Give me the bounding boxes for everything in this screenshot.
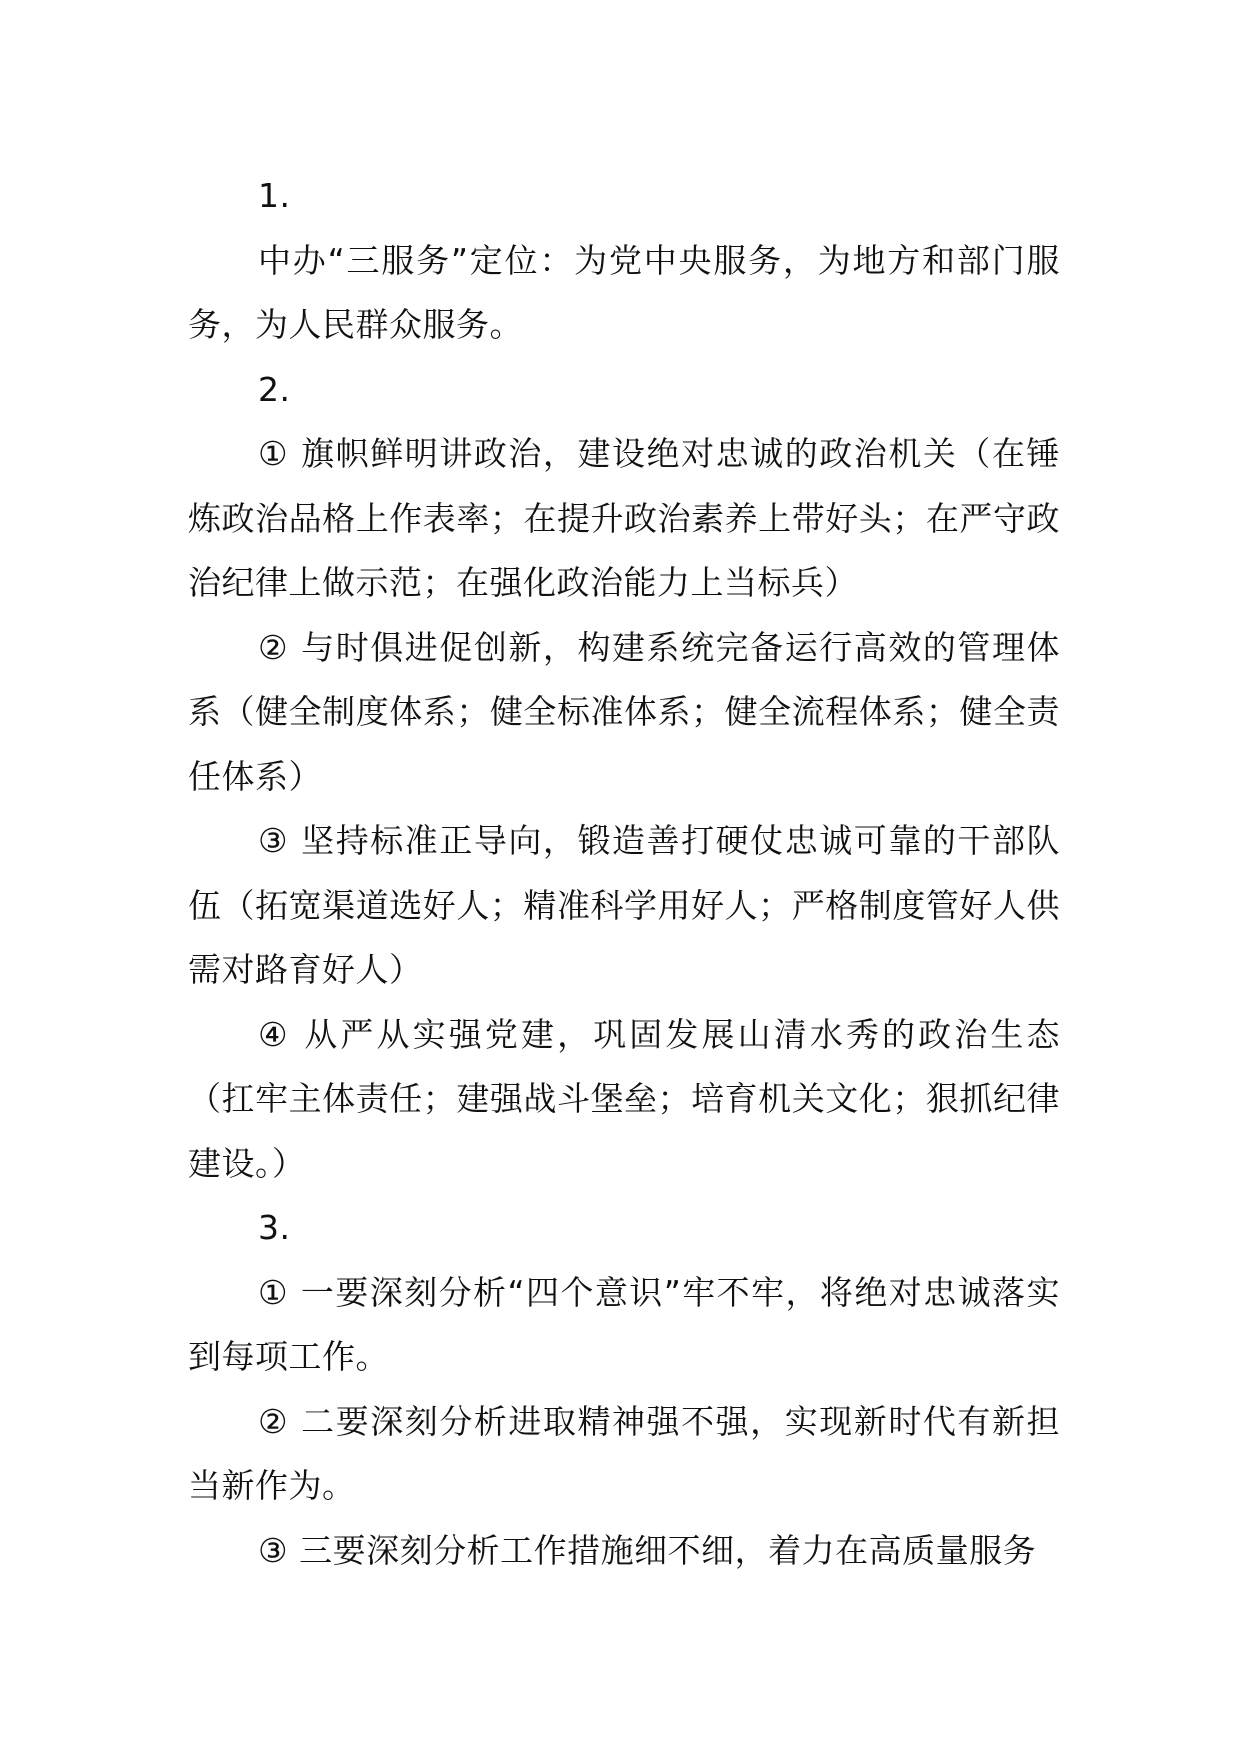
document-body xyxy=(188,164,1060,1583)
paragraph-item-cadre-team: ③ 坚持标准正导向，锻造善打硬仗忠诚可靠的干部队伍（拓宽渠道选好人；精准科学用好人；严格制度管好人供需对路育好人） xyxy=(188,821,1060,989)
paragraph-item-innovation: ② 与时俱进促创新，构建系统完备运行高效的管理体系（健全制度体系；健全标准体系；健全流程体系；健全责任体系） xyxy=(188,627,1060,796)
paragraph-item-party-building: ④ 从严从实强党建，巩固发展山清水秀的政治生态（扛牢主体责任；建强战斗堡垒；培育机关文化；狠抓纪律建设。） xyxy=(188,1014,1060,1183)
paragraph-item-politics: ① 旗帜鲜明讲政治，建设绝对忠诚的政治机关（在锤炼政治品格上作表率；在提升政治素养上带好头；在严守政治纪律上做示范；在强化政治能力上当标兵） xyxy=(188,434,1060,602)
paragraph-three-services: 中办“三服务”定位：为党中央服务，为地方和部门服务，为人民群众服务。 xyxy=(188,240,1060,344)
paragraph-analysis-awareness: ① 一要深刻分析“四个意识”牢不牢，将绝对忠诚落实到每项工作。 xyxy=(188,1272,1060,1376)
section-number-3: 3. xyxy=(258,1208,291,1247)
section-number-2: 2. xyxy=(258,369,291,409)
paragraph-analysis-spirit: ② 二要深刻分析进取精神强不强，实现新时代有新担当新作为。 xyxy=(188,1401,1060,1505)
paragraph-analysis-measures: ③ 三要深刻分析工作措施细不细，着力在高质量服务 xyxy=(258,1530,1037,1570)
section-number-1: 1. xyxy=(258,176,291,215)
